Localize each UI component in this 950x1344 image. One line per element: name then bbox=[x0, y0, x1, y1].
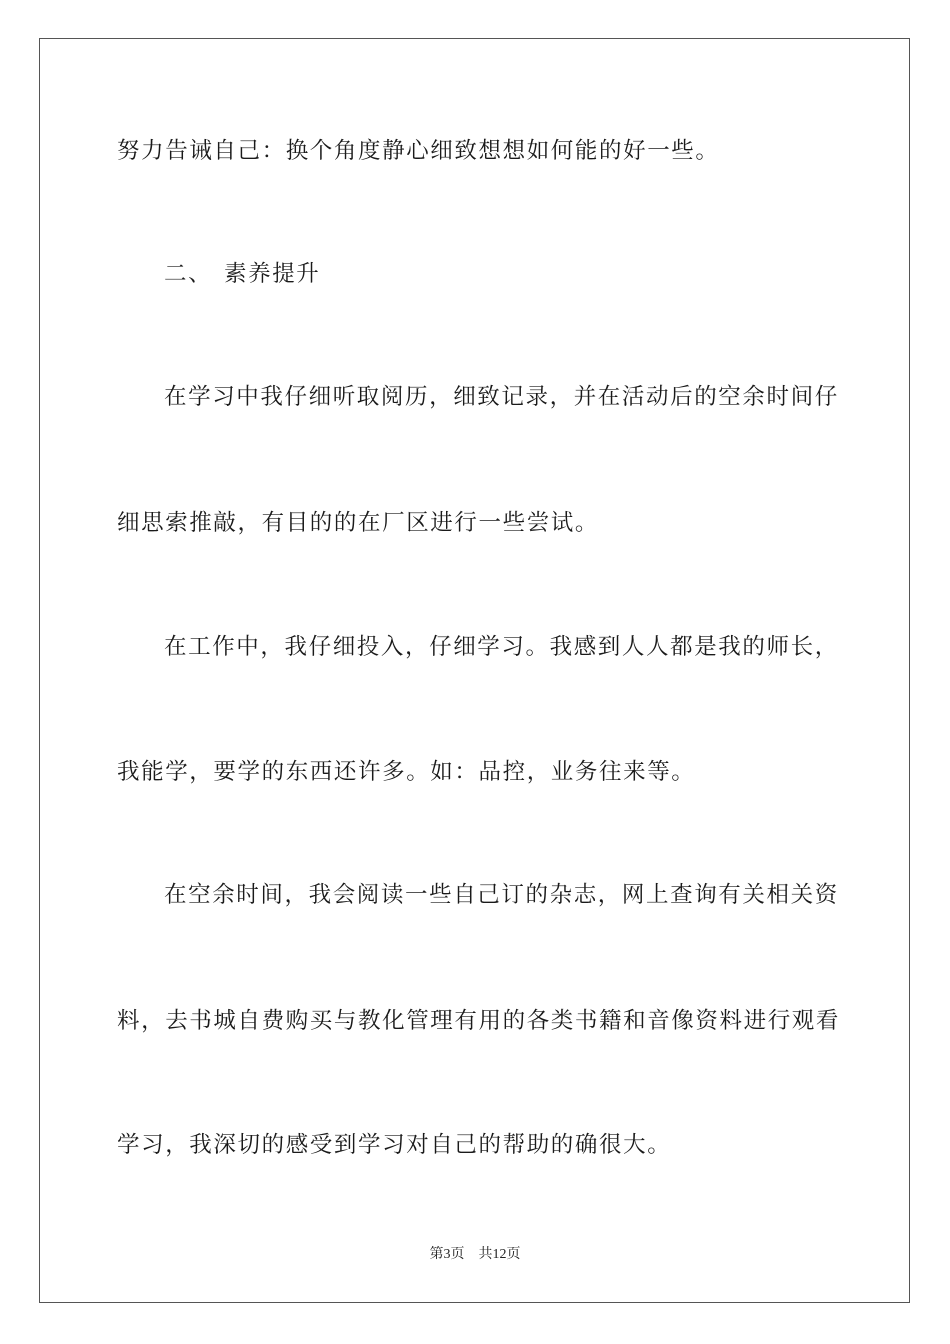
section-heading: 素养提升 bbox=[224, 261, 321, 287]
paragraph-line: 在空余时间，我会阅读一些自己订的杂志，网上查询有关相关资 bbox=[164, 882, 839, 908]
paragraph-line: 我能学，要学的东西还许多。如：品控，业务往来等。 bbox=[117, 759, 696, 785]
body-line: 努力告诫自己：换个角度静心细致想想如何能的好一些。 bbox=[117, 138, 720, 164]
paragraph-line: 在学习中我仔细听取阅历，细致记录，并在活动后的空余时间仔 bbox=[164, 384, 839, 410]
page-border bbox=[39, 38, 910, 1303]
paragraph-line: 学习，我深切的感受到学习对自己的帮助的确很大。 bbox=[117, 1132, 672, 1158]
paragraph-line: 细思索推敲，有目的的在厂区进行一些尝试。 bbox=[117, 510, 600, 536]
current-page-label: 第3页 bbox=[429, 1247, 465, 1262]
page-footer bbox=[0, 1246, 950, 1264]
total-pages-label: 共12页 bbox=[478, 1247, 521, 1262]
paragraph-line: 在工作中，我仔细投入，仔细学习。我感到人人都是我的师长， bbox=[164, 634, 839, 660]
paragraph-line: 料，去书城自费购买与教化管理有用的各类书籍和音像资料进行观看 bbox=[117, 1008, 841, 1034]
section-number: 二、 bbox=[164, 261, 213, 287]
